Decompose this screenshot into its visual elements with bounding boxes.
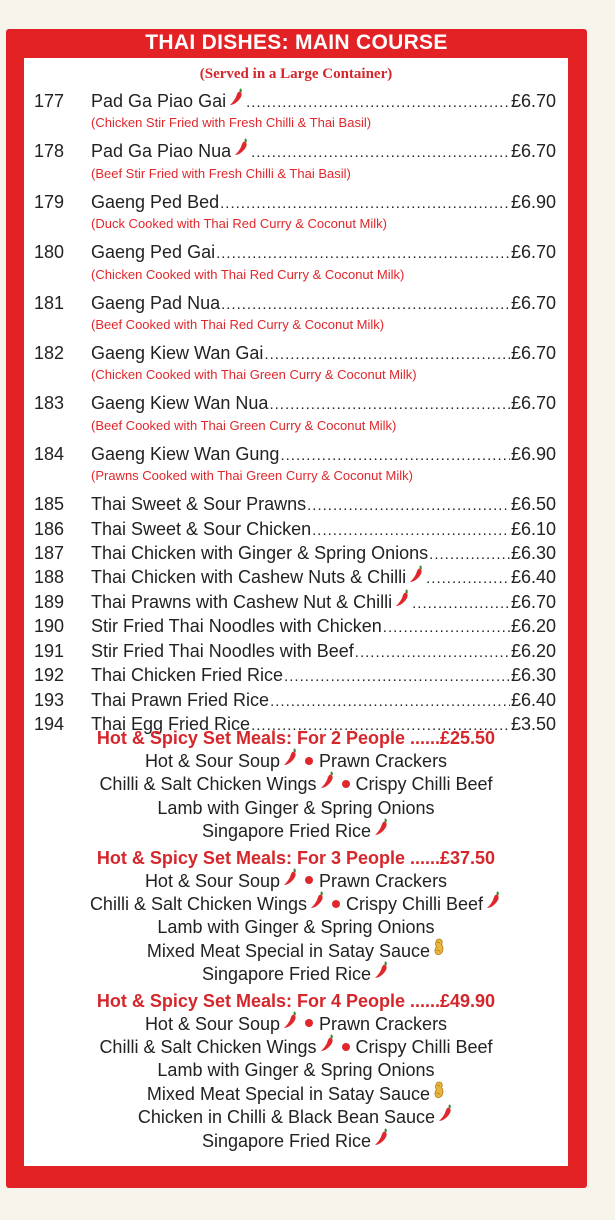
chilli-pepper-icon	[438, 1104, 454, 1128]
menu-item-number: 181	[34, 292, 65, 313]
menu-item-description: (Chicken Cooked with Thai Green Curry & Coconut Milk)	[91, 367, 417, 383]
set-meal	[24, 989, 568, 1153]
menu-item-line	[34, 292, 556, 316]
menu-item-name-wrap	[91, 443, 279, 466]
dot-leader	[383, 616, 510, 639]
set-meal-line	[24, 750, 568, 773]
menu-item-name-wrap	[91, 664, 283, 687]
menu-item-number: 194	[34, 713, 65, 734]
menu-item-number: 179	[34, 191, 65, 212]
menu-item-name: Stir Fried Thai Noodles with Chicken	[91, 616, 382, 637]
chilli-pepper-icon	[234, 138, 250, 162]
menu-item	[34, 342, 556, 383]
menu-item-price: £6.20	[510, 616, 556, 637]
menu-item	[34, 518, 556, 542]
menu-item-name: Pad Ga Piao Gai	[91, 91, 227, 111]
menu-item	[34, 493, 556, 517]
chilli-pepper-icon	[283, 868, 299, 892]
menu-item-name: Gaeng Ped Gai	[91, 242, 216, 263]
menu-item	[34, 191, 556, 232]
page-subtitle: (Served in a Large Container)	[199, 66, 393, 82]
set-meal-item: Singapore Fried Rice	[201, 964, 372, 985]
menu-item-line	[34, 493, 556, 517]
menu-item-name: Gaeng Kiew Wan Gai	[91, 343, 264, 364]
set-meal-item: Hot & Sour Soup	[144, 870, 281, 891]
menu-item-number: 190	[34, 616, 65, 637]
set-meal-line	[24, 1059, 568, 1082]
menu-item-line	[34, 689, 556, 713]
set-meal-item: Lamb with Ginger & Spring Onions	[157, 1060, 435, 1081]
dot-leader	[412, 592, 510, 615]
menu-item-name: Gaeng Kiew Wan Gung	[91, 443, 280, 464]
set-meal-item: Prawn Crackers	[319, 1013, 448, 1034]
set-meal-item: Chilli & Salt Chicken Wings	[99, 1037, 317, 1058]
menu-item-number: 180	[34, 242, 65, 263]
menu-item-price: £6.40	[510, 689, 556, 710]
set-meal-line	[24, 1013, 568, 1036]
chilli-pepper-icon	[486, 891, 502, 915]
dot-leader	[246, 91, 510, 114]
menu-item-price: £6.30	[510, 543, 556, 564]
menu-item-description: (Chicken Cooked with Thai Red Curry & Coconut Milk)	[91, 266, 405, 282]
menu-item-name: Gaeng Ped Bed	[91, 191, 220, 212]
menu-item-price: £6.70	[510, 591, 556, 612]
bullet-dot	[305, 1019, 313, 1027]
menu-item	[34, 292, 556, 333]
menu-item-number: 191	[34, 640, 65, 661]
menu-item-name: Gaeng Pad Nua	[91, 292, 221, 313]
menu-item	[34, 640, 556, 664]
set-meal-title: Hot & Spicy Set Meals: For 3 People ......£37.50	[96, 847, 496, 868]
menu-item-name-wrap	[91, 140, 250, 163]
menu-item-number: 178	[34, 141, 65, 162]
bullet-dot	[332, 900, 340, 908]
menu-item-name-wrap	[91, 493, 306, 516]
set-meal-line	[24, 797, 568, 820]
set-meal-item: Crispy Chilli Beef	[355, 1037, 493, 1058]
dot-leader	[426, 567, 510, 590]
menu-item	[34, 689, 556, 713]
menu-item-name: Thai Prawn Fried Rice	[91, 689, 270, 710]
set-meal-item: Crispy Chilli Beef	[355, 774, 493, 795]
menu-item-description: (Beef Cooked with Thai Green Curry & Coconut Milk)	[91, 417, 397, 433]
dot-leader	[220, 192, 510, 215]
menu-item-name-wrap	[91, 342, 263, 365]
chilli-pepper-icon	[395, 589, 411, 613]
menu-item-description: (Beef Stir Fried with Fresh Chilli & Thai Basil)	[91, 165, 351, 181]
menu-item-line	[34, 615, 556, 639]
set-meal-line	[24, 1083, 568, 1106]
set-meal-line	[24, 1130, 568, 1153]
set-meal	[24, 846, 568, 987]
menu-item-line	[34, 90, 556, 114]
menu-item-price: £6.70	[510, 343, 556, 364]
chilli-pepper-icon	[310, 891, 326, 915]
dot-leader	[216, 242, 510, 265]
set-meal-item: Lamb with Ginger & Spring Onions	[157, 917, 435, 938]
bullet-dot	[342, 780, 350, 788]
menu-item-line	[34, 140, 556, 164]
menu-item-price: £6.70	[510, 242, 556, 263]
menu-item-line	[34, 241, 556, 265]
set-meal-item: Chilli & Salt Chicken Wings	[89, 894, 308, 915]
dot-leader	[264, 343, 510, 366]
set-meal-line	[24, 820, 568, 843]
set-meal	[24, 726, 568, 844]
menu-item-name: Thai Sweet & Sour Chicken	[91, 518, 312, 539]
menu-item-name-wrap	[91, 689, 269, 712]
chilli-pepper-icon	[374, 818, 390, 842]
set-meal-title: Hot & Spicy Set Meals: For 2 People ......£25.50	[96, 728, 496, 748]
peanut-icon	[433, 1081, 445, 1105]
menu-item-description: (Duck Cooked with Thai Red Curry & Coconut Milk)	[91, 216, 387, 232]
set-meals-section	[24, 724, 568, 1153]
menu-item-name: Thai Chicken Fried Rice	[91, 665, 284, 686]
menu-item-line	[34, 664, 556, 688]
menu-item-price: £6.70	[510, 91, 556, 111]
menu-item	[34, 591, 556, 615]
menu-item-number: 189	[34, 591, 65, 612]
menu-item-line	[34, 191, 556, 215]
menu-item-name-wrap	[91, 241, 215, 264]
menu-item-name: Pad Ga Piao Nua	[91, 141, 232, 162]
set-meal-line	[24, 1106, 568, 1129]
set-meal-line	[24, 893, 568, 916]
set-meal-line	[24, 1036, 568, 1059]
bullet-dot	[305, 876, 313, 884]
chilli-pepper-icon	[320, 771, 336, 795]
dot-leader	[269, 393, 510, 416]
menu-item-name-wrap	[91, 615, 382, 638]
menu-item-name-wrap	[91, 392, 268, 415]
menu-item-name-wrap	[91, 518, 311, 541]
dot-leader	[270, 690, 510, 713]
menu-item-number: 184	[34, 443, 65, 464]
menu-item-name: Thai Egg Fried Rice	[91, 713, 251, 734]
menu-item-line	[34, 566, 556, 590]
set-meal-item: Prawn Crackers	[319, 870, 448, 891]
menu-item-line	[34, 342, 556, 366]
chilli-pepper-icon	[283, 748, 299, 772]
menu-item	[34, 140, 556, 181]
chilli-pepper-icon	[374, 1128, 390, 1152]
menu-item-line	[34, 591, 556, 615]
set-meal-item: Chicken in Chilli & Black Bean Sauce	[137, 1107, 436, 1128]
menu-item-name: Thai Chicken with Cashew Nuts & Chilli	[91, 567, 407, 588]
menu-item-number: 182	[34, 343, 65, 364]
page-title: THAI DISHES: MAIN COURSE	[145, 31, 448, 54]
set-meal-item: Singapore Fried Rice	[201, 821, 372, 842]
menu-item-number: 192	[34, 665, 65, 686]
menu-item-line	[34, 518, 556, 542]
menu-item-number: 193	[34, 689, 65, 710]
menu-item-name: Thai Prawns with Cashew Nut & Chilli	[91, 591, 393, 612]
set-meal-line	[24, 773, 568, 796]
menu-item-name-wrap	[91, 542, 428, 565]
menu-item-price: £6.70	[510, 292, 556, 313]
dot-leader	[251, 141, 510, 164]
menu-item-name-wrap	[91, 90, 245, 113]
set-meal-line	[24, 963, 568, 986]
menu-item-name-wrap	[91, 566, 425, 589]
menu-item	[34, 90, 556, 131]
menu-item-price: £6.50	[510, 494, 556, 515]
menu-item-line	[34, 542, 556, 566]
menu-item-description: (Prawns Cooked with Thai Green Curry & Coconut Milk)	[91, 468, 413, 484]
menu-item-name-wrap	[91, 591, 411, 614]
dot-leader	[312, 519, 510, 542]
menu-item	[34, 392, 556, 433]
menu-item-price: £6.70	[510, 141, 556, 162]
set-meal-item: Hot & Sour Soup	[144, 751, 281, 771]
menu-item-price: £6.90	[510, 191, 556, 212]
menu-item	[34, 615, 556, 639]
set-meal-item: Crispy Chilli Beef	[346, 894, 484, 915]
menu-item-number: 188	[34, 567, 65, 588]
menu-item-price: £6.20	[510, 640, 556, 661]
menu-item-price: £6.10	[510, 518, 556, 539]
menu-item-name: Thai Sweet & Sour Prawns	[91, 494, 307, 515]
dot-leader	[307, 494, 510, 517]
chilli-pepper-icon	[229, 88, 245, 112]
menu-item-line	[34, 392, 556, 416]
menu-item-name-wrap	[91, 191, 219, 214]
peanut-icon	[433, 938, 445, 962]
set-meal-item: Chilli & Salt Chicken Wings	[99, 774, 317, 795]
menu-item-price: £6.30	[510, 665, 556, 686]
dot-leader	[355, 641, 510, 664]
chilli-pepper-icon	[409, 565, 425, 589]
menu-item-price: £6.70	[510, 393, 556, 414]
set-meal-item: Hot & Sour Soup	[144, 1013, 281, 1034]
set-meal-item: Mixed Meat Special in Satay Sauce	[146, 1083, 431, 1104]
menu-item-price: £6.40	[510, 567, 556, 588]
menu-item	[34, 443, 556, 484]
menu-item	[34, 542, 556, 566]
menu-item-name-wrap	[91, 292, 220, 315]
set-meal-line	[24, 940, 568, 963]
dot-leader	[221, 293, 510, 316]
menu-item	[34, 241, 556, 282]
bullet-dot	[342, 1043, 350, 1051]
set-meal-item: Mixed Meat Special in Satay Sauce	[146, 940, 431, 961]
menu-item-number: 187	[34, 543, 65, 564]
chilli-pepper-icon	[283, 1011, 299, 1035]
menu-item-number: 183	[34, 393, 65, 414]
chilli-pepper-icon	[374, 961, 390, 985]
menu-item-name: Stir Fried Thai Noodles with Beef	[91, 640, 354, 661]
chilli-pepper-icon	[320, 1034, 336, 1058]
menu-item-price: £3.50	[510, 713, 556, 734]
menu-item-name: Thai Chicken with Ginger & Spring Onions	[91, 543, 429, 564]
dot-leader	[280, 444, 510, 467]
menu-item-line	[34, 640, 556, 664]
menu-item-number: 177	[34, 91, 65, 111]
dish-list	[34, 90, 556, 737]
menu-item-description: (Beef Cooked with Thai Red Curry & Coconut Milk)	[91, 317, 385, 333]
set-meal-item: Lamb with Ginger & Spring Onions	[157, 797, 435, 818]
dot-leader	[284, 665, 510, 688]
bullet-dot	[305, 757, 313, 765]
menu-item-name-wrap	[91, 640, 354, 663]
set-meal-title: Hot & Spicy Set Meals: For 4 People ......£49.90	[96, 990, 496, 1011]
menu-item-line	[34, 443, 556, 467]
menu-item-description: (Chicken Stir Fried with Fresh Chilli & Thai Basil)	[91, 115, 372, 131]
menu-item-number: 186	[34, 518, 65, 539]
menu-item-number: 185	[34, 494, 65, 515]
dot-leader	[429, 543, 510, 566]
menu-item-name: Gaeng Kiew Wan Nua	[91, 393, 269, 414]
set-meal-item: Prawn Crackers	[319, 751, 448, 771]
menu-item-price: £6.90	[510, 443, 556, 464]
set-meal-line	[24, 870, 568, 893]
set-meal-item: Singapore Fried Rice	[201, 1130, 372, 1151]
set-meal-line	[24, 916, 568, 939]
menu-item	[34, 664, 556, 688]
menu-item	[34, 566, 556, 590]
